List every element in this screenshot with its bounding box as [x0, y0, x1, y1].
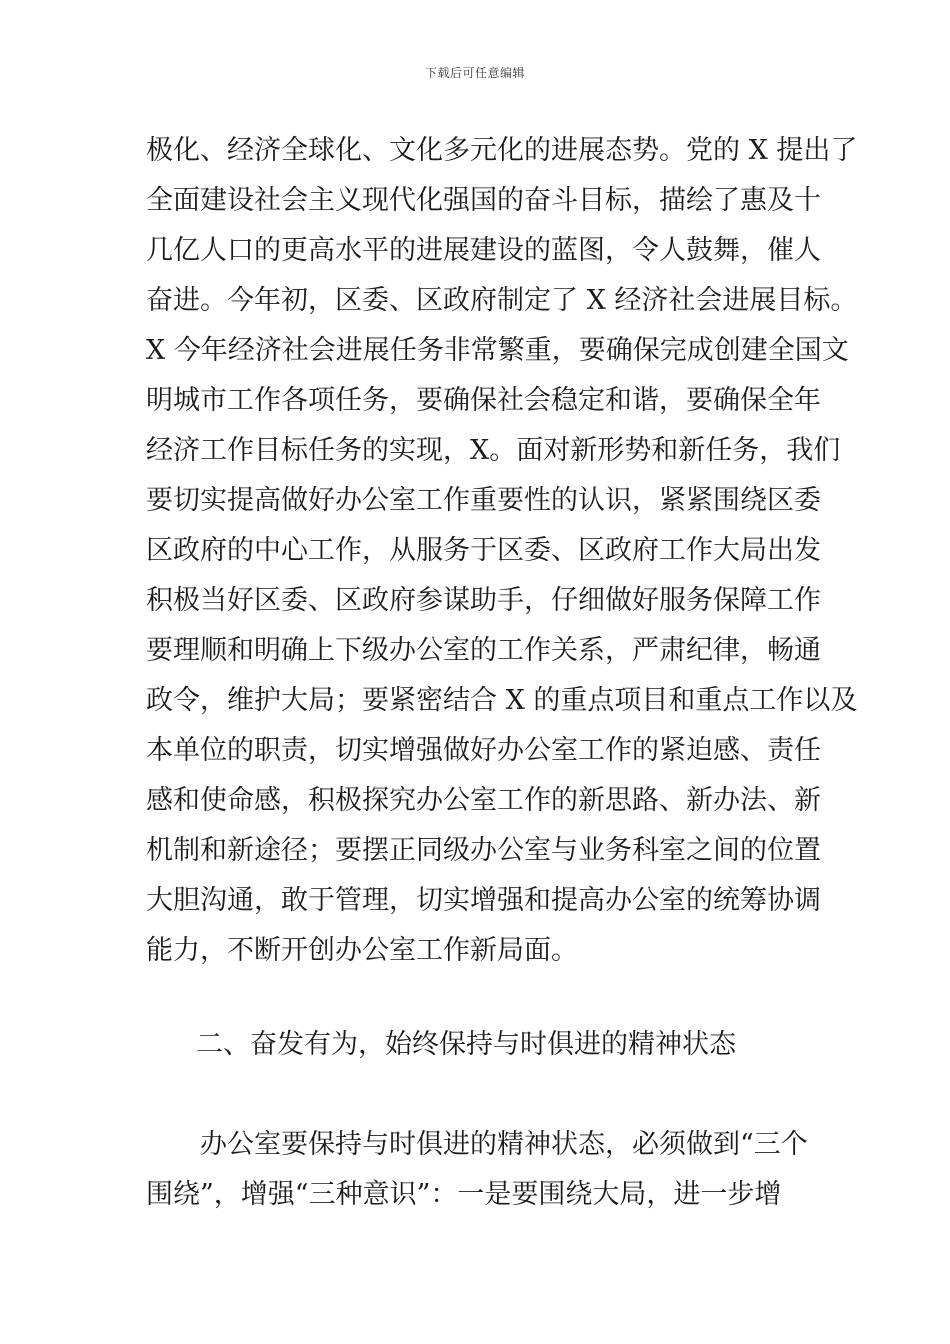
- text-line: 本单位的职责，切实增强做好办公室工作的紧迫感、责任: [146, 735, 821, 766]
- section-heading: 二、奋发有为，始终保持与时俱进的精神状态: [196, 1029, 736, 1060]
- header-note: 下载后可任意编辑: [424, 66, 525, 80]
- text-line: 经济工作目标任务的实现，X。面对新形势和新任务，我们: [146, 435, 841, 466]
- text-line: 政令，维护大局；要紧密结合 X 的重点项目和重点工作以及: [146, 685, 858, 716]
- text-line: X 今年经济社会进展任务非常繁重，要确保完成创建全国文: [146, 335, 849, 366]
- paragraph-2: [146, 1120, 826, 1220]
- text-line: 机制和新途径；要摆正同级办公室与业务科室之间的位置: [146, 835, 821, 866]
- text-line: 全面建设社会主义现代化强国的奋斗目标，描绘了惠及十: [146, 185, 821, 216]
- text-line: 明城市工作各项任务，要确保社会稳定和谐，要确保全年: [146, 385, 821, 416]
- text-line: 几亿人口的更高水平的进展建设的蓝图，令人鼓舞，催人: [146, 235, 821, 266]
- text-line: 奋进。今年初，区委、区政府制定了 X 经济社会进展目标。: [146, 285, 858, 316]
- text-line: 办公室要保持与时俱进的精神状态，必须做到“三个: [200, 1129, 808, 1160]
- text-line: 能力，不断开创办公室工作新局面。: [146, 935, 578, 966]
- text-line: 围绕”，增强“三种意识”：一是要围绕大局，进一步增: [146, 1179, 782, 1210]
- text-line: 大胆沟通，敢于管理，切实增强和提高办公室的统筹协调: [146, 885, 821, 916]
- text-line: 极化、经济全球化、文化多元化的进展态势。党的 X 提出了: [146, 135, 858, 166]
- text-line: 区政府的中心工作，从服务于区委、区政府工作大局出发: [146, 535, 821, 566]
- text-line: 感和使命感，积极探究办公室工作的新思路、新办法、新: [146, 785, 821, 816]
- text-line: 积极当好区委、区政府参谋助手，仔细做好服务保障工作: [146, 585, 821, 616]
- paragraph-1: [146, 126, 858, 976]
- text-line: 要理顺和明确上下级办公室的工作关系，严肃纪律，畅通: [146, 635, 821, 666]
- text-line: 要切实提高做好办公室工作重要性的认识，紧紧围绕区委: [146, 485, 821, 516]
